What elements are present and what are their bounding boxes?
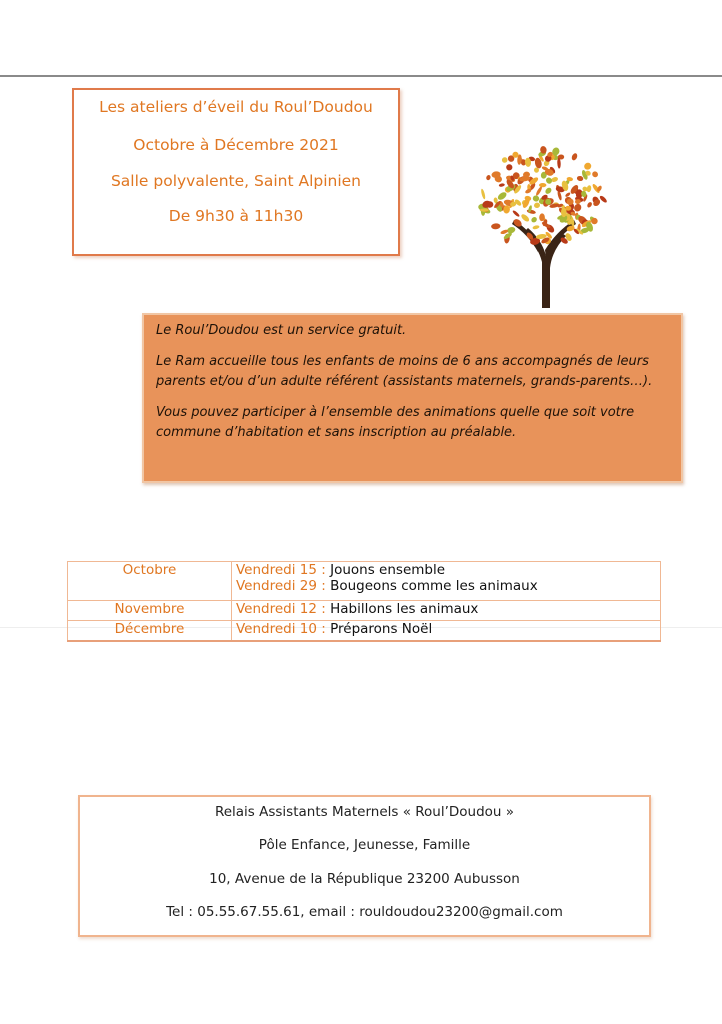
leaf	[532, 195, 540, 203]
leaf	[486, 174, 492, 180]
info-box	[142, 313, 683, 483]
schedule-activity: Préparons Noël	[330, 621, 433, 637]
header-box	[72, 88, 400, 256]
top-rule	[0, 75, 722, 77]
leaf	[586, 185, 592, 193]
leaf	[599, 195, 608, 204]
contact-phone-email: Tel : 05.55.67.55.61, email : rouldoudou23200@gmail.com	[166, 904, 563, 920]
leaf	[576, 175, 583, 181]
schedule-month: Octobre	[68, 562, 232, 601]
leaf	[499, 183, 506, 187]
schedule-month: Novembre	[68, 601, 232, 621]
schedule-entry: Vendredi 10 : Préparons Noël	[236, 621, 433, 637]
info-free-service: Le Roul’Doudou est un service gratuit.	[156, 323, 407, 338]
leaf	[571, 152, 579, 161]
header-period: Octobre à Décembre 2021	[133, 136, 339, 154]
schedule-entry: Vendredi 29 : Bougeons comme les animaux	[236, 578, 538, 594]
leaf	[491, 223, 501, 229]
header-title: Les ateliers d’éveil du Roul’Doudou	[99, 98, 373, 116]
leaf	[496, 191, 507, 202]
leaf	[586, 201, 593, 208]
schedule-activity: Habillons les animaux	[330, 601, 479, 617]
leaf	[505, 163, 514, 172]
leaf	[480, 188, 486, 199]
schedule-day: Vendredi 29	[236, 578, 317, 594]
info-participation: Vous pouvez participer à l’ensemble des animations quelle que soit votre commune d’habitation et sans inscription au préalable.	[156, 405, 635, 440]
contact-name: Relais Assistants Maternels « Roul’Doudou »	[214, 804, 515, 820]
autumn-tree-illustration	[470, 140, 610, 310]
leaf	[544, 187, 552, 196]
schedule-row-december	[68, 621, 661, 642]
leaf	[532, 225, 540, 230]
leaf	[520, 213, 530, 223]
schedule-entry: Vendredi 12 : Habillons les animaux	[236, 601, 479, 617]
schedule-day: Vendredi 12	[236, 601, 317, 617]
schedule-entry: Vendredi 15 : Jouons ensemble	[236, 562, 446, 578]
leaf	[565, 192, 571, 198]
schedule-day: Vendredi 10	[236, 621, 317, 637]
schedule-table	[67, 561, 661, 642]
schedule-row-october	[68, 562, 661, 601]
leaf	[512, 210, 520, 218]
leaf	[539, 183, 546, 187]
header-venue: Salle polyvalente, Saint Alpinien	[110, 172, 362, 190]
leaf	[534, 202, 541, 208]
schedule-activity: Bougeons comme les animaux	[330, 578, 538, 594]
tree-trunk	[512, 220, 576, 308]
leaf	[545, 176, 553, 185]
info-audience: Le Ram accueille tous les enfants de moins de 6 ans accompagnés de leurs parents et/ou d’un adulte référent (assistants maternels, grands-parents…).	[156, 354, 653, 389]
leaf	[561, 208, 567, 218]
contact-address: 10, Avenue de la République 23200 Aubusson	[209, 871, 520, 887]
leaf	[535, 186, 543, 197]
leaf	[501, 156, 509, 164]
schedule-activity: Jouons ensemble	[330, 562, 446, 578]
leaf	[591, 170, 599, 178]
contact-service: Pôle Enfance, Jeunesse, Famille	[258, 837, 471, 853]
header-hours: De 9h30 à 11h30	[168, 207, 304, 225]
tree-foliage	[478, 146, 608, 246]
leaf	[530, 216, 538, 224]
schedule-day: Vendredi 15	[236, 562, 317, 578]
schedule-row-november	[68, 601, 661, 621]
schedule-month: Décembre	[68, 621, 232, 642]
leaf	[583, 161, 593, 171]
contact-box	[78, 795, 651, 937]
